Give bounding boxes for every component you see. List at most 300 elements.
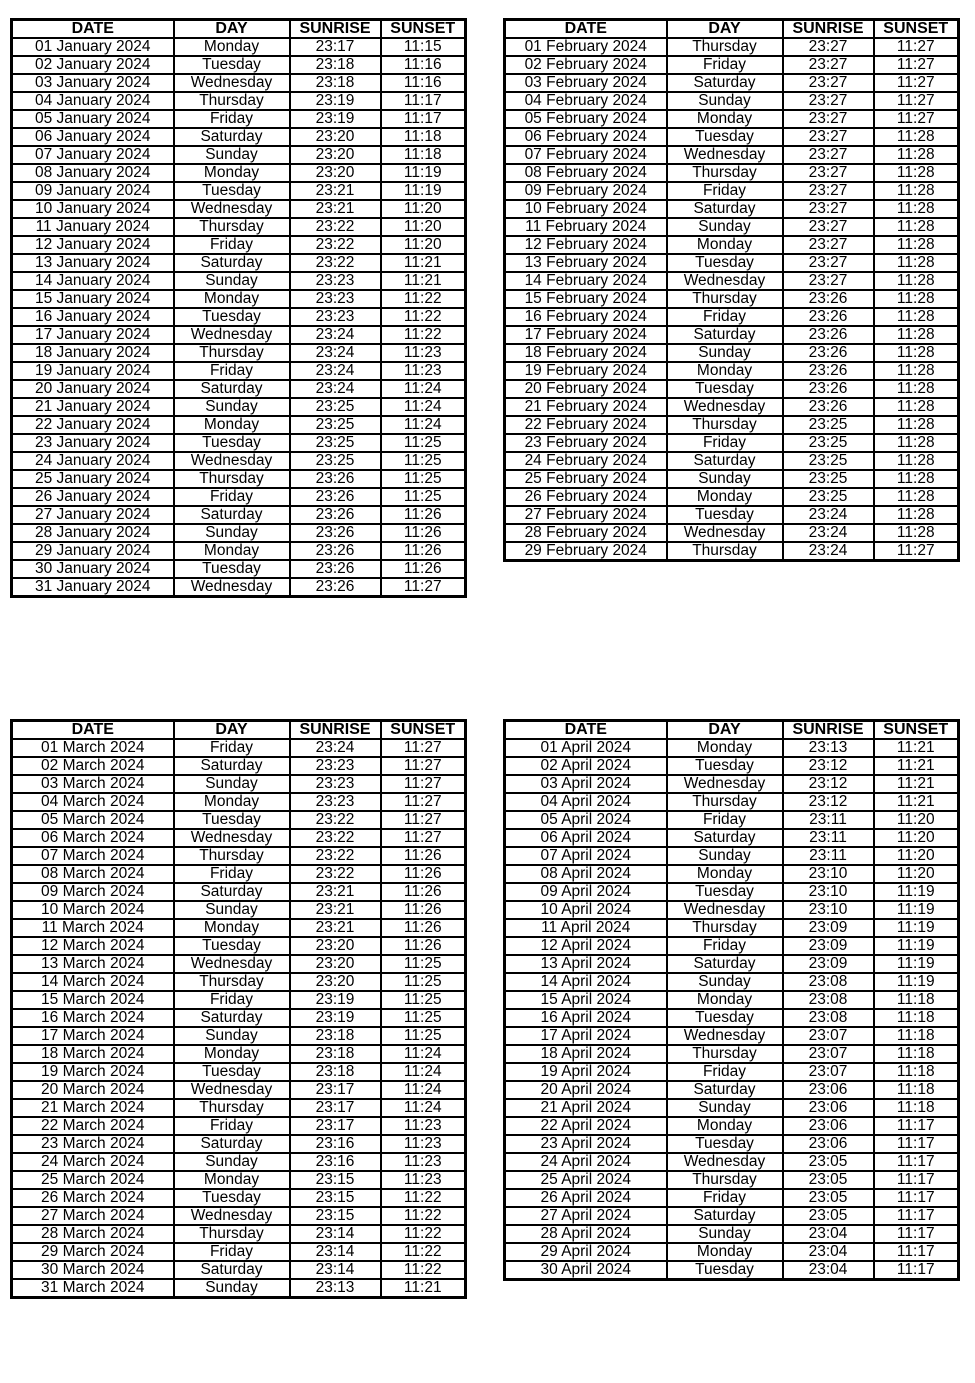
- table-row: [505, 1225, 959, 1243]
- sunset-cell: 11:17: [874, 1135, 959, 1153]
- date-cell: 19 January 2024: [12, 362, 174, 380]
- sunrise-cell: 23:20: [290, 973, 381, 991]
- sunrise-cell: 23:27: [783, 74, 874, 92]
- table-row: [505, 775, 959, 793]
- table-row: [505, 200, 959, 218]
- sunset-cell: 11:28: [874, 128, 959, 146]
- sunrise-cell: 23:05: [783, 1207, 874, 1225]
- sunset-cell: 11:28: [874, 380, 959, 398]
- date-cell: 11 March 2024: [12, 919, 174, 937]
- day-cell: Tuesday: [667, 1009, 783, 1027]
- date-cell: 31 January 2024: [12, 578, 174, 597]
- day-cell: Friday: [667, 811, 783, 829]
- table-row: [505, 362, 959, 380]
- sunrise-cell: 23:04: [783, 1243, 874, 1261]
- sunrise-cell: 23:07: [783, 1027, 874, 1045]
- day-cell: Sunday: [667, 344, 783, 362]
- sunset-cell: 11:28: [874, 506, 959, 524]
- date-cell: 09 April 2024: [505, 883, 667, 901]
- sunrise-cell: 23:26: [783, 290, 874, 308]
- table-row: [505, 1009, 959, 1027]
- sunrise-cell: 23:20: [290, 128, 381, 146]
- day-cell: Wednesday: [174, 829, 290, 847]
- sunset-cell: 11:24: [381, 1099, 466, 1117]
- table-row: [12, 847, 466, 865]
- sunrise-cell: 23:06: [783, 1081, 874, 1099]
- february-table: [503, 18, 960, 562]
- day-cell: Friday: [174, 488, 290, 506]
- sunset-cell: 11:26: [381, 506, 466, 524]
- date-cell: 10 March 2024: [12, 901, 174, 919]
- table-row: [12, 272, 466, 290]
- date-header: DATE: [505, 721, 667, 740]
- sunset-cell: 11:28: [874, 182, 959, 200]
- sunrise-cell: 23:22: [290, 254, 381, 272]
- date-cell: 30 April 2024: [505, 1261, 667, 1280]
- sunset-cell: 11:28: [874, 236, 959, 254]
- sunrise-cell: 23:25: [290, 452, 381, 470]
- date-cell: 30 January 2024: [12, 560, 174, 578]
- date-cell: 29 February 2024: [505, 542, 667, 561]
- sunset-header: SUNSET: [874, 20, 959, 39]
- day-header: DAY: [174, 20, 290, 39]
- table-row: [505, 56, 959, 74]
- date-cell: 15 February 2024: [505, 290, 667, 308]
- table-row: [505, 1045, 959, 1063]
- day-cell: Saturday: [174, 506, 290, 524]
- day-cell: Wednesday: [667, 901, 783, 919]
- sunrise-cell: 23:09: [783, 937, 874, 955]
- sunset-cell: 11:20: [874, 865, 959, 883]
- sunset-cell: 11:21: [381, 272, 466, 290]
- table-row: [12, 452, 466, 470]
- day-cell: Tuesday: [667, 1261, 783, 1280]
- sunset-cell: 11:26: [381, 865, 466, 883]
- day-cell: Wednesday: [667, 1027, 783, 1045]
- date-cell: 14 January 2024: [12, 272, 174, 290]
- table-row: [505, 1081, 959, 1099]
- day-cell: Tuesday: [174, 434, 290, 452]
- table-row: [12, 829, 466, 847]
- sunrise-cell: 23:17: [290, 1081, 381, 1099]
- sunset-cell: 11:18: [874, 1081, 959, 1099]
- day-cell: Wednesday: [174, 452, 290, 470]
- table-row: [505, 434, 959, 452]
- sunrise-cell: 23:24: [290, 362, 381, 380]
- sunset-cell: 11:26: [381, 919, 466, 937]
- sunset-cell: 11:28: [874, 308, 959, 326]
- table-row: [505, 1099, 959, 1117]
- day-cell: Saturday: [667, 829, 783, 847]
- sunset-cell: 11:16: [381, 56, 466, 74]
- table-row: [505, 901, 959, 919]
- date-cell: 18 April 2024: [505, 1045, 667, 1063]
- date-cell: 18 January 2024: [12, 344, 174, 362]
- sunrise-cell: 23:05: [783, 1153, 874, 1171]
- day-cell: Friday: [667, 182, 783, 200]
- sunset-cell: 11:28: [874, 254, 959, 272]
- table-row: [505, 452, 959, 470]
- day-cell: Thursday: [667, 793, 783, 811]
- sunset-header: SUNSET: [381, 721, 466, 740]
- sunset-cell: 11:15: [381, 38, 466, 56]
- sunrise-cell: 23:26: [783, 380, 874, 398]
- day-cell: Monday: [667, 1243, 783, 1261]
- table-row: [505, 1153, 959, 1171]
- sunrise-cell: 23:27: [783, 110, 874, 128]
- sunset-cell: 11:22: [381, 308, 466, 326]
- sunset-cell: 11:25: [381, 955, 466, 973]
- sunrise-cell: 23:25: [783, 470, 874, 488]
- date-cell: 30 March 2024: [12, 1261, 174, 1279]
- sunset-cell: 11:21: [874, 793, 959, 811]
- sunrise-cell: 23:12: [783, 775, 874, 793]
- table-row: [505, 883, 959, 901]
- header-row: [12, 721, 466, 740]
- sunrise-cell: 23:13: [290, 1279, 381, 1298]
- day-cell: Tuesday: [667, 883, 783, 901]
- sunset-cell: 11:24: [381, 1081, 466, 1099]
- day-header: DAY: [667, 20, 783, 39]
- sunrise-cell: 23:25: [783, 452, 874, 470]
- date-cell: 18 March 2024: [12, 1045, 174, 1063]
- sunset-cell: 11:19: [381, 164, 466, 182]
- date-cell: 23 February 2024: [505, 434, 667, 452]
- day-cell: Saturday: [174, 380, 290, 398]
- day-cell: Friday: [174, 1243, 290, 1261]
- sunset-cell: 11:21: [874, 757, 959, 775]
- sunrise-cell: 23:07: [783, 1063, 874, 1081]
- table-row: [12, 1153, 466, 1171]
- day-cell: Saturday: [667, 200, 783, 218]
- date-cell: 31 March 2024: [12, 1279, 174, 1298]
- day-cell: Wednesday: [174, 1207, 290, 1225]
- table-row: [505, 1063, 959, 1081]
- table-row: [505, 236, 959, 254]
- sunrise-cell: 23:23: [290, 308, 381, 326]
- table-row: [505, 937, 959, 955]
- sunset-cell: 11:22: [381, 1207, 466, 1225]
- day-cell: Friday: [667, 308, 783, 326]
- sunset-cell: 11:25: [381, 452, 466, 470]
- day-cell: Thursday: [174, 973, 290, 991]
- sunrise-cell: 23:26: [290, 488, 381, 506]
- sunrise-cell: 23:12: [783, 757, 874, 775]
- sunset-cell: 11:17: [381, 110, 466, 128]
- sunrise-cell: 23:24: [783, 524, 874, 542]
- table-row: [12, 488, 466, 506]
- day-cell: Sunday: [667, 92, 783, 110]
- day-cell: Wednesday: [667, 398, 783, 416]
- day-cell: Friday: [174, 1117, 290, 1135]
- sunrise-cell: 23:18: [290, 56, 381, 74]
- date-cell: 25 April 2024: [505, 1171, 667, 1189]
- date-cell: 24 March 2024: [12, 1153, 174, 1171]
- sunset-cell: 11:27: [381, 829, 466, 847]
- table-row: [12, 811, 466, 829]
- sunset-cell: 11:27: [381, 739, 466, 757]
- date-cell: 05 March 2024: [12, 811, 174, 829]
- sunset-cell: 11:18: [874, 1045, 959, 1063]
- sunset-cell: 11:22: [381, 326, 466, 344]
- day-cell: Thursday: [667, 1171, 783, 1189]
- date-cell: 27 January 2024: [12, 506, 174, 524]
- day-cell: Sunday: [667, 218, 783, 236]
- day-cell: Wednesday: [174, 326, 290, 344]
- table-row: [12, 146, 466, 164]
- sunset-cell: 11:28: [874, 524, 959, 542]
- sunrise-cell: 23:08: [783, 1009, 874, 1027]
- date-cell: 08 April 2024: [505, 865, 667, 883]
- table-row: [505, 38, 959, 56]
- sunrise-cell: 23:18: [290, 1027, 381, 1045]
- table-row: [12, 434, 466, 452]
- sunset-cell: 11:25: [381, 1009, 466, 1027]
- table-row: [505, 128, 959, 146]
- march-table: [10, 719, 467, 1299]
- date-cell: 10 April 2024: [505, 901, 667, 919]
- date-cell: 27 April 2024: [505, 1207, 667, 1225]
- date-cell: 26 January 2024: [12, 488, 174, 506]
- sunrise-cell: 23:17: [290, 38, 381, 56]
- day-cell: Wednesday: [174, 955, 290, 973]
- table-row: [505, 506, 959, 524]
- sunset-cell: 11:19: [874, 937, 959, 955]
- table-row: [505, 793, 959, 811]
- sunrise-cell: 23:27: [783, 164, 874, 182]
- date-cell: 20 February 2024: [505, 380, 667, 398]
- date-cell: 04 April 2024: [505, 793, 667, 811]
- sunset-cell: 11:18: [874, 1099, 959, 1117]
- sunrise-cell: 23:27: [783, 182, 874, 200]
- table-row: [12, 1117, 466, 1135]
- sunrise-cell: 23:26: [783, 326, 874, 344]
- table-row: [505, 326, 959, 344]
- date-cell: 02 February 2024: [505, 56, 667, 74]
- day-cell: Saturday: [174, 128, 290, 146]
- header-row: [12, 20, 466, 39]
- table-row: [12, 1243, 466, 1261]
- date-cell: 06 January 2024: [12, 128, 174, 146]
- sunrise-cell: 23:19: [290, 1009, 381, 1027]
- sunrise-cell: 23:27: [783, 56, 874, 74]
- sunrise-cell: 23:22: [290, 829, 381, 847]
- date-cell: 23 March 2024: [12, 1135, 174, 1153]
- table-row: [12, 1207, 466, 1225]
- sunset-cell: 11:22: [381, 1225, 466, 1243]
- day-cell: Thursday: [174, 218, 290, 236]
- sunrise-header: SUNRISE: [290, 20, 381, 39]
- sunset-cell: 11:27: [381, 775, 466, 793]
- sunset-cell: 11:28: [874, 326, 959, 344]
- day-cell: Monday: [667, 236, 783, 254]
- day-cell: Sunday: [174, 1153, 290, 1171]
- table-row: [12, 1171, 466, 1189]
- date-cell: 16 April 2024: [505, 1009, 667, 1027]
- day-cell: Wednesday: [667, 272, 783, 290]
- day-cell: Thursday: [667, 290, 783, 308]
- sunrise-cell: 23:26: [290, 506, 381, 524]
- date-cell: 29 March 2024: [12, 1243, 174, 1261]
- sunrise-cell: 23:05: [783, 1171, 874, 1189]
- sunset-cell: 11:20: [381, 218, 466, 236]
- date-cell: 20 March 2024: [12, 1081, 174, 1099]
- day-cell: Wednesday: [174, 74, 290, 92]
- date-cell: 14 April 2024: [505, 973, 667, 991]
- date-cell: 01 January 2024: [12, 38, 174, 56]
- sunrise-cell: 23:24: [290, 380, 381, 398]
- date-cell: 24 February 2024: [505, 452, 667, 470]
- sunrise-header: SUNRISE: [290, 721, 381, 740]
- sunrise-cell: 23:27: [783, 254, 874, 272]
- date-cell: 03 January 2024: [12, 74, 174, 92]
- sunset-cell: 11:16: [381, 74, 466, 92]
- table-row: [12, 578, 466, 597]
- table-row: [505, 811, 959, 829]
- day-cell: Thursday: [667, 542, 783, 561]
- day-cell: Friday: [174, 236, 290, 254]
- date-cell: 19 February 2024: [505, 362, 667, 380]
- date-cell: 29 April 2024: [505, 1243, 667, 1261]
- table-row: [12, 775, 466, 793]
- sunrise-cell: 23:14: [290, 1261, 381, 1279]
- sunset-cell: 11:22: [381, 290, 466, 308]
- sunrise-cell: 23:11: [783, 811, 874, 829]
- table-row: [505, 1189, 959, 1207]
- date-cell: 14 February 2024: [505, 272, 667, 290]
- date-cell: 03 February 2024: [505, 74, 667, 92]
- table-row: [12, 56, 466, 74]
- table-row: [505, 146, 959, 164]
- date-cell: 28 January 2024: [12, 524, 174, 542]
- table-body: [505, 38, 959, 561]
- sunrise-cell: 23:15: [290, 1207, 381, 1225]
- date-cell: 15 March 2024: [12, 991, 174, 1009]
- sunset-cell: 11:27: [874, 56, 959, 74]
- table-row: [12, 308, 466, 326]
- day-cell: Wednesday: [174, 200, 290, 218]
- sunrise-cell: 23:23: [290, 775, 381, 793]
- sunset-cell: 11:27: [381, 757, 466, 775]
- day-cell: Sunday: [174, 146, 290, 164]
- sunset-cell: 11:18: [874, 1009, 959, 1027]
- sunset-cell: 11:28: [874, 272, 959, 290]
- sunset-cell: 11:25: [381, 434, 466, 452]
- sunset-cell: 11:27: [874, 74, 959, 92]
- sunset-cell: 11:17: [381, 92, 466, 110]
- sunset-cell: 11:20: [874, 829, 959, 847]
- sunrise-header: SUNRISE: [783, 20, 874, 39]
- sunrise-cell: 23:20: [290, 164, 381, 182]
- sunrise-cell: 23:20: [290, 955, 381, 973]
- table-row: [12, 1027, 466, 1045]
- sunset-cell: 11:28: [874, 398, 959, 416]
- date-cell: 27 March 2024: [12, 1207, 174, 1225]
- table-row: [505, 1261, 959, 1280]
- date-cell: 21 April 2024: [505, 1099, 667, 1117]
- table-row: [505, 542, 959, 561]
- date-cell: 17 April 2024: [505, 1027, 667, 1045]
- date-cell: 09 February 2024: [505, 182, 667, 200]
- sunrise-cell: 23:26: [290, 524, 381, 542]
- date-cell: 19 April 2024: [505, 1063, 667, 1081]
- day-cell: Saturday: [174, 757, 290, 775]
- table-row: [505, 218, 959, 236]
- sunrise-header: SUNRISE: [783, 721, 874, 740]
- sunset-cell: 11:25: [381, 488, 466, 506]
- sunset-cell: 11:27: [381, 578, 466, 597]
- table-row: [12, 128, 466, 146]
- day-cell: Wednesday: [174, 1081, 290, 1099]
- sunset-cell: 11:25: [381, 991, 466, 1009]
- table-row: [505, 182, 959, 200]
- sunset-cell: 11:28: [874, 362, 959, 380]
- sunrise-cell: 23:18: [290, 1063, 381, 1081]
- day-cell: Monday: [174, 416, 290, 434]
- sunrise-cell: 23:24: [783, 506, 874, 524]
- sunrise-cell: 23:24: [290, 326, 381, 344]
- sunrise-cell: 23:18: [290, 74, 381, 92]
- day-cell: Monday: [667, 110, 783, 128]
- date-cell: 07 March 2024: [12, 847, 174, 865]
- day-cell: Friday: [174, 991, 290, 1009]
- date-cell: 22 March 2024: [12, 1117, 174, 1135]
- day-cell: Saturday: [174, 1261, 290, 1279]
- day-cell: Tuesday: [667, 757, 783, 775]
- day-cell: Tuesday: [667, 254, 783, 272]
- date-cell: 06 April 2024: [505, 829, 667, 847]
- day-cell: Thursday: [174, 1225, 290, 1243]
- sunset-cell: 11:17: [874, 1243, 959, 1261]
- sunrise-cell: 23:27: [783, 38, 874, 56]
- sunrise-cell: 23:07: [783, 1045, 874, 1063]
- sunset-cell: 11:25: [381, 973, 466, 991]
- table-row: [12, 937, 466, 955]
- date-cell: 26 March 2024: [12, 1189, 174, 1207]
- day-cell: Thursday: [667, 919, 783, 937]
- sunset-cell: 11:26: [381, 883, 466, 901]
- date-cell: 01 March 2024: [12, 739, 174, 757]
- day-cell: Monday: [174, 919, 290, 937]
- sunset-cell: 11:25: [381, 1027, 466, 1045]
- day-cell: Monday: [667, 1117, 783, 1135]
- sunrise-cell: 23:24: [783, 542, 874, 561]
- sunset-header: SUNSET: [874, 721, 959, 740]
- sunrise-cell: 23:19: [290, 991, 381, 1009]
- table-row: [12, 380, 466, 398]
- sunset-cell: 11:19: [874, 919, 959, 937]
- sunset-cell: 11:18: [874, 991, 959, 1009]
- date-cell: 29 January 2024: [12, 542, 174, 560]
- day-cell: Tuesday: [174, 1189, 290, 1207]
- day-cell: Monday: [174, 1171, 290, 1189]
- sunset-cell: 11:27: [874, 110, 959, 128]
- date-cell: 08 February 2024: [505, 164, 667, 182]
- date-cell: 07 January 2024: [12, 146, 174, 164]
- sunset-cell: 11:17: [874, 1225, 959, 1243]
- day-cell: Tuesday: [174, 182, 290, 200]
- table-row: [505, 1117, 959, 1135]
- day-cell: Friday: [667, 56, 783, 74]
- sunset-cell: 11:18: [381, 146, 466, 164]
- table-row: [12, 524, 466, 542]
- date-cell: 20 January 2024: [12, 380, 174, 398]
- sunset-cell: 11:26: [381, 847, 466, 865]
- sunset-cell: 11:28: [874, 146, 959, 164]
- table-row: [12, 991, 466, 1009]
- sunrise-cell: 23:12: [783, 793, 874, 811]
- sunrise-cell: 23:25: [290, 416, 381, 434]
